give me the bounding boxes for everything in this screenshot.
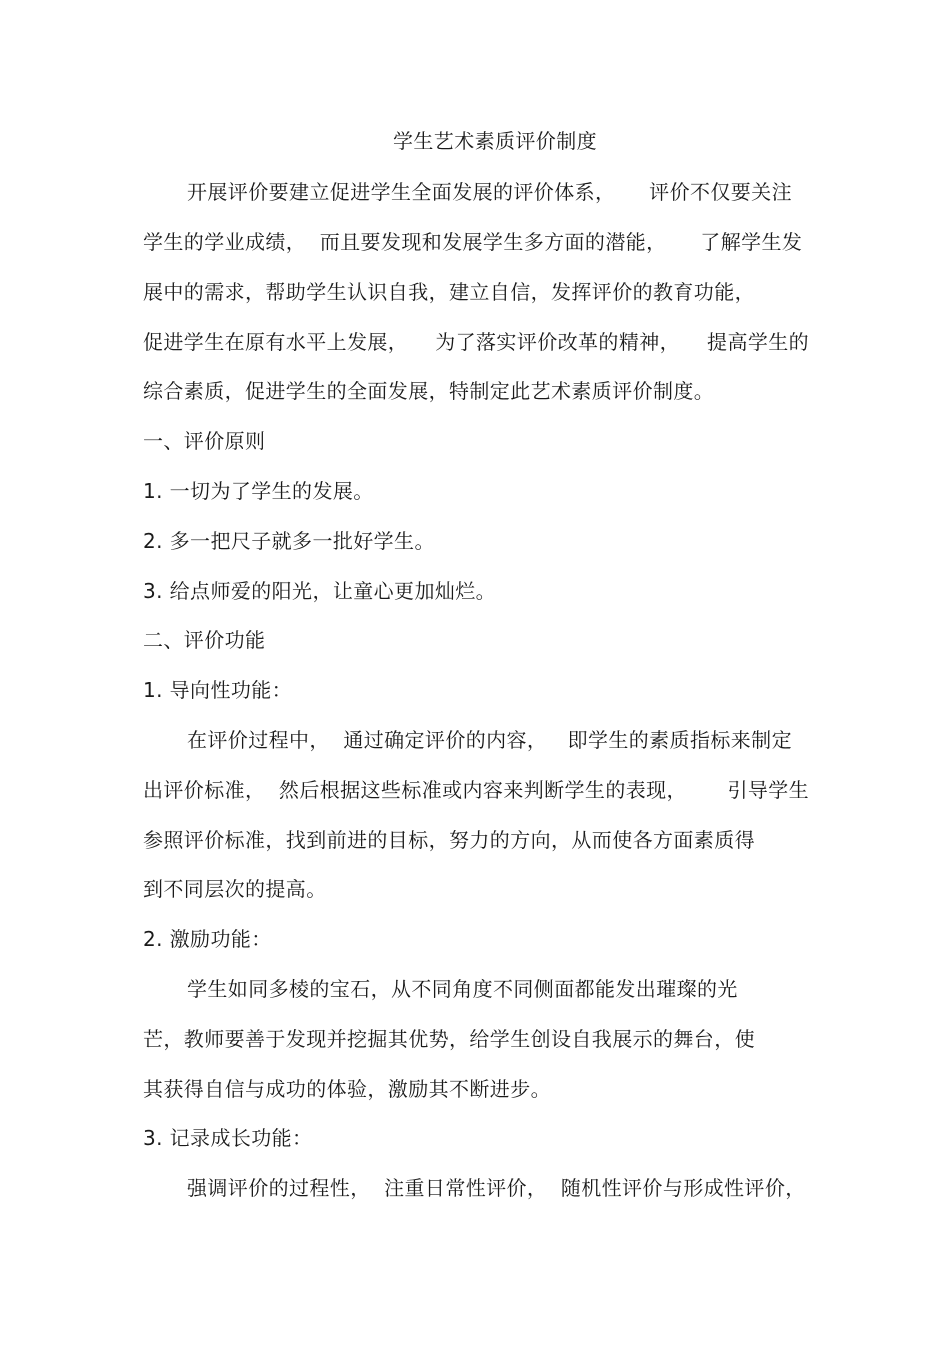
paragraph-line: 促进学生在原有水平上发展， 为了落实评价改革的精神， 提高学生的 — [143, 330, 810, 354]
paragraph-line: 在评价过程中， 通过确定评价的内容， 即学生的素质指标来制定 — [187, 728, 792, 752]
paragraph-line: 参照评价标准，找到前进的目标，努力的方向，从而使各方面素质得 — [143, 828, 755, 852]
paragraph-line: 强调评价的过程性， 注重日常性评价， 随机性评价与形成性评价， — [187, 1176, 806, 1200]
paragraph-line: 到不同层次的提高。 — [143, 877, 327, 901]
list-item: 2. 多一把尺子就多一批好学生。 — [143, 529, 435, 553]
paragraph-line: 芒，教师要善于发现并挖掘其优势，给学生创设自我展示的舞台，使 — [143, 1027, 755, 1051]
paragraph-line: 综合素质，促进学生的全面发展，特制定此艺术素质评价制度。 — [143, 379, 715, 403]
section-heading: 二、评价功能 — [143, 628, 266, 652]
subsection-heading: 1. 导向性功能： — [143, 678, 293, 702]
paragraph-line: 出评价标准， 然后根据这些标准或内容来判断学生的表现， 引导学生 — [143, 778, 810, 802]
list-item: 3. 给点师爱的阳光，让童心更加灿烂。 — [143, 579, 497, 603]
paragraph-line: 学生的学业成绩， 而且要发现和发展学生多方面的潜能， 了解学生发 — [143, 230, 803, 254]
subsection-heading: 2. 激励功能： — [143, 927, 272, 951]
paragraph-line: 开展评价要建立促进学生全面发展的评价体系， 评价不仅要关注 — [187, 180, 792, 204]
list-item: 1. 一切为了学生的发展。 — [143, 479, 374, 503]
subsection-heading: 3. 记录成长功能： — [143, 1126, 313, 1150]
document-title: 学生艺术素质评价制度 — [393, 129, 597, 153]
paragraph-line: 学生如同多棱的宝石，从不同角度不同侧面都能发出璀璨的光 — [187, 977, 738, 1001]
paragraph-line: 其获得自信与成功的体验，激励其不断进步。 — [143, 1077, 551, 1101]
section-heading: 一、评价原则 — [143, 429, 266, 453]
paragraph-line: 展中的需求，帮助学生认识自我，建立自信，发挥评价的教育功能， — [143, 280, 755, 304]
